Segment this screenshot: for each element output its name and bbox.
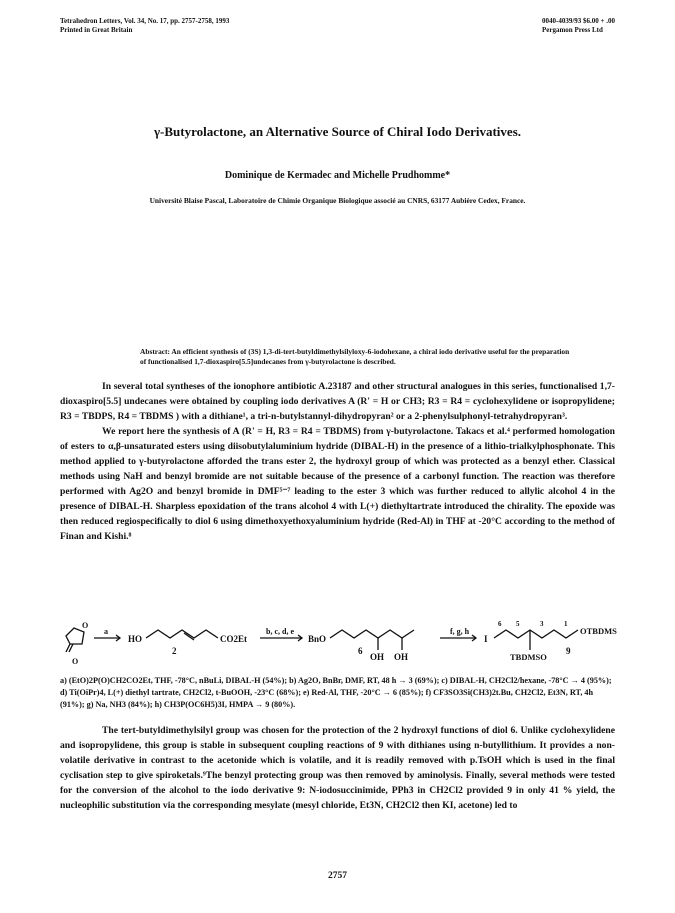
printed-in: Printed in Great Britain xyxy=(60,26,133,34)
svg-text:O: O xyxy=(72,657,79,666)
label-tbdmso: TBDMSO xyxy=(510,652,547,662)
body-section-2 xyxy=(60,723,615,813)
label-ho: HO xyxy=(128,634,143,644)
label-bno: BnO xyxy=(308,634,327,644)
position-1: 1 xyxy=(564,620,568,628)
arrow-label-bcde: b, c, d, e xyxy=(266,627,294,636)
abstract xyxy=(140,347,570,367)
label-otbdms: OTBDMS xyxy=(580,626,617,636)
paragraph-2: We report here the synthesis of A (R' = H, R3 = R4 = TBDMS) from γ-butyrolactone. Takacs et al.⁴ performed homologation of esters to α,β-unsaturated esters using diisobutylaluminium hydride (DIBAL-H) in the presence of a lithio-trialkylphosphonate. This method applied to γ-butyrolactone afforded the trans ester 2, the hydroxyl group of which was protected as a benzyl ether. Classical methods using NaH and benzyl bromide are not suitable because of the presence of a carbonyl function. The reaction was therefore performed with Ag2O and benzyl bromide in DMF⁵⁻⁷ leading to the ester 3 which was further reduced to allylic alcohol 4 in the presence of DIBAL-H. Sharpless epoxidation of the trans alcohol 4 with L(+) diethyltartrate introduced the chirality. The epoxide was then reduced regiospecifically to diol 6 using dimethoxyethoxyaluminium hydride (Red-Al) in THF at -20°C according to the method of Finan and Kishi.⁸ xyxy=(60,426,615,542)
paper-affiliation: Université Blaise Pascal, Laboratoire de Chimie Organique Biologique associé au CNRS, 63177 Aubière Cedex, France. xyxy=(149,196,526,205)
label-iodo: I xyxy=(484,634,488,644)
paper-authors: Dominique de Kermadec and Michelle Prudhomme* xyxy=(224,170,451,181)
svg-text:O: O xyxy=(82,621,89,630)
abstract-text: An efficient synthesis of (3S) 1,3-di-tert-butyldimethylsilyloxy-6-iodohexane, a chiral iodo derivative useful for the preparation of functionalised 1,7-dioxaspiro[5.5]undecanes from γ-butyrolactone is described. xyxy=(140,347,570,366)
issn-price: 0040-4039/93 $6.00 + .00 xyxy=(541,17,615,25)
position-5: 5 xyxy=(516,620,520,628)
publisher: Pergamon Press Ltd xyxy=(541,26,603,34)
reaction-scheme-svg xyxy=(60,614,620,672)
page-number: 2757 xyxy=(328,871,347,881)
scheme-caption: a) (EtO)2P(O)CH2CO2Et, THF, -78°C, nBuLi, DIBAL-H (54%); b) Ag2O, BnBr, DMF, RT, 48 h → 3 (69%); c) DIBAL-H, CH2Cl2/hexane, -78°C → 4 (95%); d) Ti(OiPr)4, L(+) diethyl tartrate, CH2Cl2, t-BuOOH, -23°C (68%); e) Red-Al, THF, -20°C → 6 (85%); f) CF3SO3Si(CH3)2t.Bu, CH2Cl2, Et3N, RT, 4h (91%); g) Na, NH3 (84%); h) CH3P(OC6H5)3I, HMPA → 9 (80%). xyxy=(60,676,612,709)
arrow-label-a: a xyxy=(104,627,108,636)
abstract-label: Abstract: xyxy=(140,347,170,356)
journal-citation: Tetrahedron Letters, Vol. 34, No. 17, pp. 2757-2758, 1993 xyxy=(60,17,230,25)
paragraph-1: In several total syntheses of the ionophore antibiotic A.23187 and other structural analogues in this series, functionalised 1,7-dioxaspiro[5.5] undecanes were obtained by coupling iodo derivatives A (R' = H or CH3; R3 = R4 = cyclohexylidene or isopropylidene; R3 = TBDPS, R4 = TBDMS ) with a dithiane¹, a tri-n-butylstannyl-dihydropyran² or a 2-phenylsulphonyl-tetrahydropyran³. xyxy=(60,381,615,422)
arrow-label-fgh: f, g, h xyxy=(450,627,470,636)
compound-number-2: 2 xyxy=(172,646,177,656)
reaction-scheme xyxy=(60,614,620,672)
paper-title: γ-Butyrolactone, an Alternative Source of Chiral Iodo Derivatives. xyxy=(153,124,522,139)
position-6: 6 xyxy=(498,620,502,628)
compound-number-9: 9 xyxy=(566,646,571,656)
journal-header xyxy=(60,17,229,35)
compound-number-6: 6 xyxy=(358,646,363,656)
label-oh-2: OH xyxy=(394,652,409,662)
issn-header xyxy=(542,17,615,35)
position-3: 3 xyxy=(540,620,544,628)
label-oh-1: OH xyxy=(370,652,385,662)
paragraph-3: The tert-butyldimethylsilyl group was chosen for the protection of the 2 hydroxyl functions of diol 6. Unlike cyclohexylidene and isopropylidene, this group is stable in subsequent coupling reactions of 9 with dithianes using n-butyllithium. It provides a non-volatile derivative in contrast to the acetonide which is volatile, and it is readily removed with p.TsOH which is used in the final cyclisation step to give spiroketals.⁹The benzyl protecting group was then removed by aminolysis. Finally, several methods were tested for the conversion of the alcohol to the iodo derivative 9: N-iodosuccinimide, PPh3 in CH2Cl2 provided 9 in only 41 % yield, the nucleophilic substitution via the corresponding mesylate (mesyl chloride, Et3N, CH2Cl2 then KI, acetone) led to xyxy=(60,725,615,811)
label-co2et: CO2Et xyxy=(220,634,247,644)
body-section-1 xyxy=(60,379,615,544)
